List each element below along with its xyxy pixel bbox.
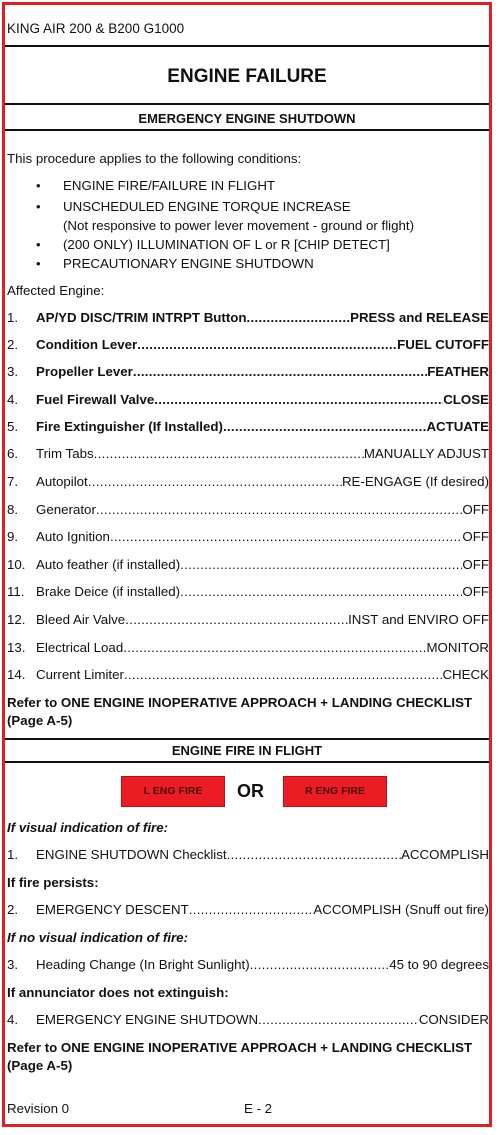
step-item: Trim Tabs (36, 446, 94, 461)
leader-dots (180, 557, 462, 572)
step-action: 45 to 90 degrees (389, 957, 489, 972)
checklist-step (7, 847, 489, 867)
step-item: Auto feather (if installed) (36, 557, 181, 572)
step-number: 4. (7, 392, 19, 407)
step-item: Generator (36, 502, 96, 517)
step-number: 1. (7, 310, 19, 325)
bullet-icon: • (36, 256, 41, 271)
step-number: 10. (7, 557, 26, 572)
checklist-step (7, 419, 489, 439)
r-eng-fire-annunciator: R ENG FIRE (283, 776, 387, 807)
step-number: 8. (7, 502, 19, 517)
step-item: Auto Ignition (36, 529, 110, 544)
bullet-icon: • (36, 199, 41, 214)
step-item: ENGINE SHUTDOWN Checklist (36, 847, 227, 862)
step-number: 11. (7, 584, 25, 599)
step-action: FUEL CUTOFF (397, 337, 489, 352)
step-action: OFF (462, 584, 489, 599)
condition-item: (200 ONLY) ILLUMINATION OF L or R [CHIP DETECT] (63, 237, 390, 252)
divider (5, 129, 489, 131)
step-action: RE-ENGAGE (If desired) (341, 474, 489, 489)
condition-heading: If no visual indication of fire: (7, 930, 188, 945)
divider (5, 103, 489, 105)
leader-dots (137, 337, 397, 352)
step-item: Brake Deice (if installed) (36, 584, 181, 599)
step-number: 7. (7, 474, 19, 489)
divider (5, 761, 489, 763)
leader-dots (250, 957, 390, 972)
page-number: E - 2 (244, 1101, 273, 1116)
leader-dots (154, 392, 443, 407)
page-title: ENGINE FAILURE (167, 66, 327, 87)
section-heading-shutdown: EMERGENCY ENGINE SHUTDOWN (138, 111, 356, 126)
step-item: Fuel Firewall Valve (36, 392, 155, 407)
leader-dots (227, 847, 401, 862)
bullet-icon: • (36, 178, 41, 193)
leader-dots (189, 902, 314, 917)
step-number: 3. (7, 957, 19, 972)
checklist-step (7, 474, 489, 494)
l-eng-fire-annunciator: L ENG FIRE (121, 776, 225, 807)
checklist-step (7, 446, 489, 466)
refer-note: Refer to ONE ENGINE INOPERATIVE APPROACH + LANDING CHECKLIST (Page A-5) (7, 1040, 473, 1073)
bullet-icon: • (36, 237, 41, 252)
step-action: CHECK (442, 667, 489, 682)
divider (5, 738, 489, 740)
checklist-step (7, 957, 489, 977)
step-number: 2. (7, 902, 19, 917)
step-number: 3. (7, 364, 19, 379)
leader-dots (124, 667, 443, 682)
step-item: AP/YD DISC/TRIM INTRPT Button (36, 310, 247, 325)
step-number: 1. (7, 847, 19, 862)
step-number: 6. (7, 446, 19, 461)
leader-dots (223, 419, 427, 434)
step-item: Electrical Load (36, 640, 124, 655)
checklist-step (7, 502, 489, 522)
checklist-step (7, 1012, 489, 1032)
condition-item: ENGINE FIRE/FAILURE IN FLIGHT (63, 178, 276, 193)
step-item: Heading Change (In Bright Sunlight) (36, 957, 250, 972)
section-heading-fire: ENGINE FIRE IN FLIGHT (171, 743, 323, 758)
condition-heading: If visual indication of fire: (7, 820, 169, 835)
checklist-step (7, 337, 489, 357)
step-item: Fire Extinguisher (If Installed) (36, 419, 223, 434)
step-number: 14. (7, 667, 26, 682)
step-action: OFF (462, 529, 489, 544)
leader-dots (247, 310, 351, 325)
step-number: 13. (7, 640, 26, 655)
condition-item: UNSCHEDULED ENGINE TORQUE INCREASE (63, 199, 351, 214)
step-number: 2. (7, 337, 19, 352)
step-action: FEATHER (427, 364, 489, 379)
condition-heading: If fire persists: (7, 875, 99, 890)
step-number: 4. (7, 1012, 19, 1027)
checklist-step (7, 364, 489, 384)
step-action: CLOSE (443, 392, 489, 407)
document-header: KING AIR 200 & B200 G1000 (7, 21, 185, 36)
step-item: Bleed Air Valve (36, 612, 126, 627)
step-item: Condition Lever (36, 337, 138, 352)
leader-dots (88, 474, 342, 489)
leader-dots (180, 584, 462, 599)
step-action: PRESS and RELEASE (350, 310, 489, 325)
condition-note: (Not responsive to power lever movement - ground or flight) (63, 218, 415, 233)
step-number: 5. (7, 419, 19, 434)
step-item: Autopilot (36, 474, 88, 489)
step-item: Propeller Lever (36, 364, 133, 379)
step-action: OFF (462, 557, 489, 572)
leader-dots (94, 446, 364, 461)
divider (5, 45, 489, 47)
condition-heading: If annunciator does not extinguish: (7, 985, 229, 1000)
leader-dots (258, 1012, 419, 1027)
checklist-step (7, 640, 489, 660)
checklist-step (7, 902, 489, 922)
step-action: ACCOMPLISH (401, 847, 489, 862)
step-number: 9. (7, 529, 19, 544)
revision-label: Revision 0 (7, 1101, 70, 1116)
step-action: INST and ENVIRO OFF (348, 612, 489, 627)
intro-text: This procedure applies to the following conditions: (7, 151, 302, 166)
condition-item: PRECAUTIONARY ENGINE SHUTDOWN (63, 256, 314, 271)
checklist-step (7, 667, 489, 687)
step-action: ACTUATE (426, 419, 489, 434)
leader-dots (110, 529, 462, 544)
checklist-step (7, 310, 489, 330)
leader-dots (125, 612, 348, 627)
leader-dots (96, 502, 463, 517)
checklist-step (7, 529, 489, 549)
checklist-step (7, 557, 489, 577)
leader-dots (123, 640, 426, 655)
refer-note: Refer to ONE ENGINE INOPERATIVE APPROACH + LANDING CHECKLIST (Page A-5) (7, 695, 473, 728)
affected-engine-label: Affected Engine: (7, 283, 105, 298)
step-action: CONSIDER (418, 1012, 489, 1027)
step-item: EMERGENCY DESCENT (36, 902, 189, 917)
step-action: MONITOR (426, 640, 489, 655)
step-action: ACCOMPLISH (Snuff out fire) (313, 902, 489, 917)
step-action: MANUALLY ADJUST (363, 446, 489, 461)
checklist-step (7, 612, 489, 632)
leader-dots (133, 364, 427, 379)
step-number: 12. (7, 612, 26, 627)
step-item: Current Limiter (36, 667, 124, 682)
checklist-step (7, 584, 489, 604)
checklist-step (7, 392, 489, 412)
step-item: EMERGENCY ENGINE SHUTDOWN (36, 1012, 259, 1027)
or-text: OR (237, 781, 264, 801)
step-action: OFF (462, 502, 489, 517)
